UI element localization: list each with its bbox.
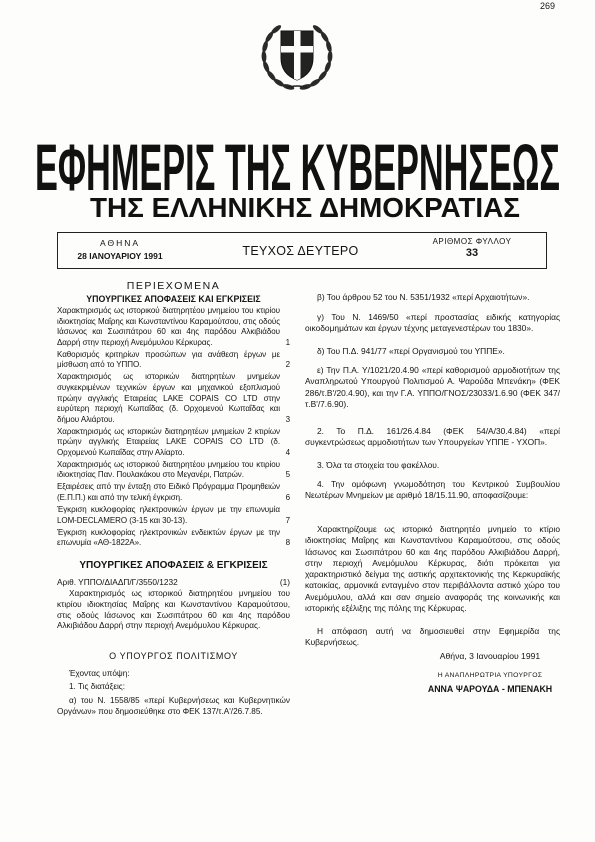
laurel-leaf xyxy=(261,51,266,63)
provision-item: δ) Του Π.Δ. 941/77 «περί Οργανισμού του ΥΠΠΕ». xyxy=(317,346,505,356)
provision-item: α) του Ν. 1558/85 «περί Κυβερνήσεως και Κυβερνητικών Οργάνων» που δημοσιεύθηκε στο ΦΕΚ 137/τ.Α'/26.7.85. xyxy=(57,696,290,716)
decisions-heading: ΥΠΟΥΡΓΙΚΕΣ ΑΠΟΦΑΣΕΙΣ & ΕΓΚΡΙΣΕΙΣ xyxy=(79,560,268,571)
toc-entry-number: 3 xyxy=(285,414,290,424)
toc-entry xyxy=(57,306,290,348)
issue-info-box xyxy=(57,232,547,269)
toc-entry xyxy=(57,427,290,459)
gazette-title: ΕΦΗΜΕΡΙΣ ΤΗΣ ΚΥΒΕΡΝΗΣΕΩΣ xyxy=(35,130,560,204)
issue-sheet-cell xyxy=(413,233,531,268)
contents-section-heading: ΥΠΟΥΡΓΙΚΕΣ ΑΠΟΦΑΣΕΙΣ ΚΑΙ ΕΓΚΡΙΣΕΙΣ xyxy=(86,294,261,304)
provision-item: ε) Την Π.Α. Υ/1021/20.4.90 «περί καθορισμού αρμοδιοτήτων της Αναπληρωτού Υπουργού Πολιτισμού Α. Ψαρούδα Μπενάκη» (ΦΕΚ 286/τ.Β'/20.4.90), και την Γ.Α. ΥΠΠΟ/ΓΝΟΣ/23033/1.6.90 (ΦΕΚ 347/τ.Β'/7.6.90). xyxy=(305,365,560,409)
toc-entry-text: Χαρακτηρισμός ως ιστορικών διατηρητέων μνημείων συγκεκριμένων τεχνικών έργων και μηχανικού εξοπλισμού πρώην αγγλικής Εταιρείας LAKE COPAIS CO LTD στην ευρύτερη περιοχή Κωπαΐδας (δ. Ορχομενού Κωπαΐδας και δήμου Αλιάρτου. xyxy=(57,372,280,424)
decision-reference-number: Αριθ. ΥΠΠΟ/ΔΙΑΔΠ/Γ/3550/1232 xyxy=(57,577,178,587)
contents-heading: ΠΕΡΙΕΧΟΜΕΝΑ xyxy=(126,280,221,292)
sheet-number: 33 xyxy=(465,247,479,259)
toc-entry-number: 4 xyxy=(285,447,290,457)
toc-entry-number: 6 xyxy=(285,493,290,503)
toc-entry-text: Έγκριση κυκλοφορίας ηλεκτρονικών έργων με την επωνυμία LOM-DECLAMERO (3-15 και 30-13). xyxy=(57,505,280,525)
toc-entry-number: 7 xyxy=(285,515,290,525)
decision-ruling: Χαρακτηρίζουμε ως ιστορικό διατηρητέο μνημείο το κτίριο ιδιοκτησίας Μαΐρης και Κωνσταντίνου Καραμούτσου, στις οδούς Ιάσωνος και Σωσιπάτρου 60 και 4ης παρόδου Αλκιβιάδου Δαρρή, στην περιοχή Ανεμόμυλου Κέρκυρας, διότι πρόκειται για χαρακτηριστικό δείγμα της αστικής αρχιτεκτονικής της Κερκυραϊκής κατοικίας, αρμονικά ενταγμένο στον περιβάλλοντα αστικό χώρο του Ανεμόμυλου, αλλά και σαν σημείο αναφοράς της κοινωνικής και ιστορικής εξέλιξης της πόλης της Κέρκυρας. xyxy=(305,524,560,614)
toc-entry-number: 1 xyxy=(285,337,290,347)
sheet-number-label: ΑΡΙΘΜΟΣ ΦΥΛΛΟΥ xyxy=(432,237,512,246)
laurel-leaf xyxy=(261,40,269,53)
table-of-contents xyxy=(57,306,290,550)
gazette-subtitle: ΤΗΣ ΕΛΛΗΝΙΚΗΣ ΔΗΜΟΚΡΑΤΙΑΣ xyxy=(90,192,520,223)
page-number: 269 xyxy=(540,1,556,11)
signatory-title: Η ΑΝΑΠΛΗΡΩΤΡΙΑ ΥΠΟΥΡΓΟΣ xyxy=(437,672,543,679)
publication-order: Η απόφαση αυτή να δημοσιευθεί στην Εφημερίδα της Κυβερνήσεως. xyxy=(305,626,560,648)
consideration-point: 2. Το Π.Δ. 161/26.4.84 (ΦΕΚ 54/Α/30.4.84) «περί συγκεντρώσεως αρμοδιοτήτων των Υπουργείων ΥΠΠΕ - ΥΧΟΠ». xyxy=(305,426,560,448)
laurel-leaf xyxy=(325,40,333,53)
toc-entry-number: 5 xyxy=(285,470,290,480)
toc-entry-text: Χαρακτηρισμός ως ιστορικών διατηρητέων μνημείων 2 κτιρίων πρώην αγγλικής Εταιρείας LAKE COPAIS CO LTD (δ. Ορχομενού Κωπαΐδας στην Αλίαρτο. xyxy=(57,426,280,457)
provision-item: β) Του άρθρου 52 του Ν. 5351/1932 «περί Αρχαιοτήτων». xyxy=(317,292,530,302)
toc-entry-text: Καθορισμός κριτηρίων προσώπων για ανάθεση έργων με μίσθωση από το ΥΠΠΟ. xyxy=(57,349,280,370)
consideration-point: 3. Όλα τα στοιχεία του φακέλλου. xyxy=(317,460,440,470)
decision-index: (1) xyxy=(279,577,290,587)
issue-place-date xyxy=(58,233,182,268)
toc-entry-text: Χαρακτηρισμός ως ιστορικού διατηρητέου μνημείου του κτιρίου ιδιοκτησίας Παν. Πουλακάκου στο Μεγανέρι, Πατρών. xyxy=(57,459,280,480)
provision-item: γ) Του Ν. 1469/50 «περί προστασίας ειδικής κατηγορίας οικοδομημάτων και έργων τέχνης μεταγενεστέρων του 1830». xyxy=(305,312,560,334)
toc-entry xyxy=(57,460,290,481)
issue-series-cell xyxy=(188,233,413,268)
toc-entry xyxy=(57,372,290,425)
decision-reference xyxy=(57,577,290,587)
toc-entry xyxy=(57,505,290,526)
toc-entry-text: Χαρακτηρισμός ως ιστορικού διατηρητέου μνημείου του κτιρίου ιδιοκτησίας Μαΐρης και Κωνσταντίνου Καραμούτσου, στις οδούς Ιάσωνος και Σωσιπάτρου 60 και 4ης παρόδου Αλκιβιάδου Δαρρή στην περιοχή Ανεμόμυλου Κέρκυρας. xyxy=(57,306,280,347)
toc-entry-text: Εξαιρέσεις από την ένταξη στο Ειδικό Πρόγραμμα Προμηθειών (Ε.Π.Π.) και από την τελική έγκριση. xyxy=(57,482,280,503)
issue-series: ΤΕΥΧΟΣ ΔΕΥΤΕΡΟ xyxy=(242,244,359,258)
toc-entry-text: Έγκριση κυκλοφορίας ηλεκτρονικών ενδεικτών έργων με την επωνυμία «ΑΘ-1822Α». xyxy=(57,527,280,548)
signature-place-date: Αθήνα, 3 Ιανουαρίου 1991 xyxy=(439,651,541,661)
toc-entry-number: 2 xyxy=(285,360,290,370)
signatory-name: ΑΝΝΑ ΨΑΡΟΥΔΑ - ΜΠΕΝΑΚΗ xyxy=(427,684,553,694)
decision-summary: Χαρακτηρισμός ως ιστορικού διατηρητέου μνημείου του κτιρίου ιδιοκτησίας Μαΐρης και Κωνσταντίνου Καραμούτσου, στις οδούς Ιάσωνος και Σωσιπάτρου 60 και 4ης παρόδου Αλκιβιάδου Δαρρή στην περιοχή Ανεμόμυλου Κέρκυρας. xyxy=(57,589,290,631)
having-regard: Έχοντας υπόψη: xyxy=(69,669,130,678)
toc-entry xyxy=(57,528,290,549)
issuing-authority: Ο ΥΠΟΥΡΓΟΣ ΠΟΛΙΤΙΣΜΟΥ xyxy=(109,651,238,661)
provisions-intro: 1. Τις διατάξεις: xyxy=(69,682,126,691)
masthead xyxy=(0,0,595,225)
consideration-point: 4. Την ομόφωνη γνωμοδότηση του Κεντρικού Συμβουλίου Νεωτέρων Μνημείων με αριθμό 18/15.11.90, αποφασίζουμε: xyxy=(305,479,560,501)
laurel-leaf xyxy=(327,51,332,63)
issue-date: 28 ΙΑΝΟΥΑΡΙΟΥ 1991 xyxy=(77,251,163,261)
toc-entry-number: 8 xyxy=(285,538,290,548)
toc-entry xyxy=(57,482,290,503)
issue-city: ΑΘΗΝΑ xyxy=(99,238,141,248)
toc-entry xyxy=(57,350,290,371)
greek-national-emblem-icon xyxy=(261,24,333,91)
